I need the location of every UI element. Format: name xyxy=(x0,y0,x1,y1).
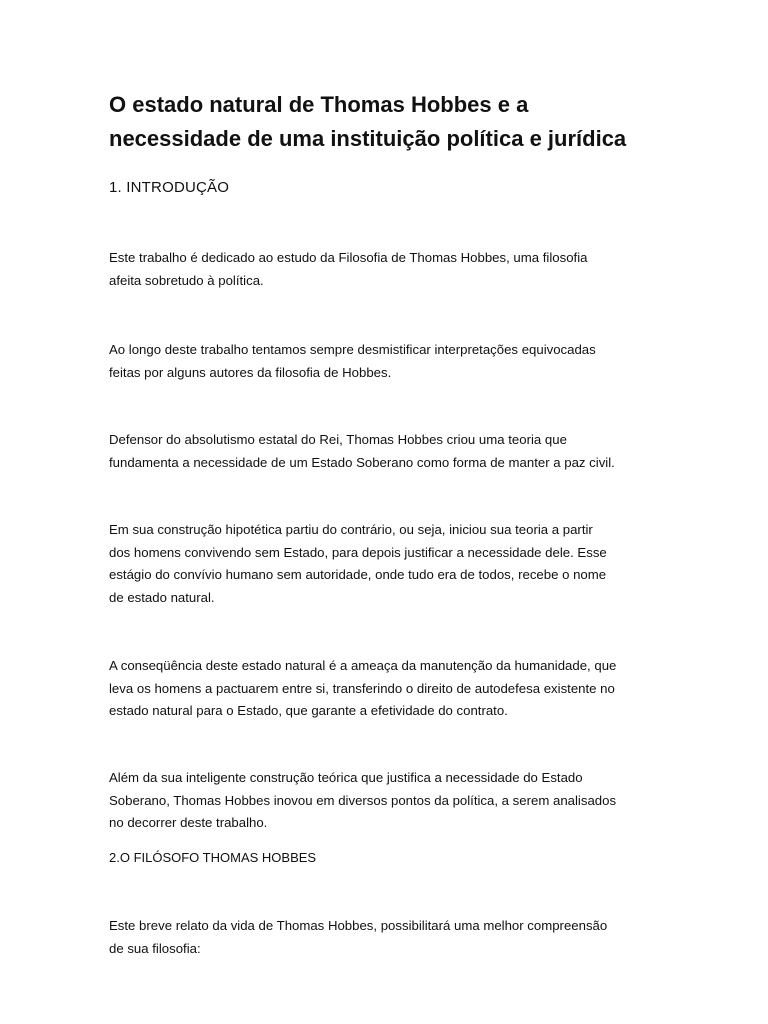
paragraph-line: dos homens convivendo sem Estado, para depois justificar a necessidade dele. Esse xyxy=(109,544,607,560)
paragraph xyxy=(109,247,669,292)
paragraph xyxy=(109,655,669,723)
paragraph-line: Soberano, Thomas Hobbes inovou em diversos pontos da política, a serem analisados xyxy=(109,792,617,808)
paragraph-line: Este breve relato da vida de Thomas Hobbes, possibilitará uma melhor compreensão xyxy=(109,918,608,933)
paragraph-line: Ao longo deste trabalho tentamos sempre desmistificar interpretações equivocadas xyxy=(109,342,596,357)
paragraph-line: A conseqüência deste estado natural é a ameaça da manutenção da humanidade, que xyxy=(109,658,617,673)
paragraph-line: estágio do convívio humano sem autoridade, onde tudo era de todos, recebe o nome xyxy=(109,567,607,582)
paragraph-line: de estado natural. xyxy=(109,589,215,605)
paragraph-line: estado natural para o Estado, que garante a efetividade do contrato. xyxy=(109,703,508,718)
paragraph-line: Em sua construção hipotética partiu do contrário, ou seja, iniciou sua teoria a partir xyxy=(109,522,593,537)
document-title xyxy=(109,88,669,156)
paragraph-line: leva os homens a pactuarem entre si, transferindo o direito de autodefesa existente no xyxy=(109,680,615,696)
document-title-line: O estado natural de Thomas Hobbes e a xyxy=(109,92,529,117)
paragraph-line: Defensor do absolutismo estatal do Rei, Thomas Hobbes criou uma teoria que xyxy=(109,432,567,447)
paragraph-line: de sua filosofia: xyxy=(109,940,201,956)
paragraph xyxy=(109,767,669,835)
paragraph xyxy=(109,915,669,960)
paragraph-line: afeita sobretudo à política. xyxy=(109,272,264,288)
paragraph-line: Além da sua inteligente construção teórica que justifica a necessidade do Estado xyxy=(109,770,583,785)
paragraph-line: feitas por alguns autores da filosofia de Hobbes. xyxy=(109,364,392,380)
paragraph xyxy=(109,519,669,609)
paragraph-line: Este trabalho é dedicado ao estudo da Filosofia de Thomas Hobbes, uma filosofia xyxy=(109,250,588,265)
paragraph-line: no decorrer deste trabalho. xyxy=(109,815,268,830)
paragraph-line: fundamenta a necessidade de um Estado Soberano como forma de manter a paz civil. xyxy=(109,454,615,470)
section-heading-filosofo: 2.O FILÓSOFO THOMAS HOBBES xyxy=(109,850,317,865)
section-heading-introducao: 1. INTRODUÇÃO xyxy=(109,179,230,196)
document-title-line: necessidade de uma instituição política e jurídica xyxy=(109,126,627,151)
paragraph xyxy=(109,339,669,384)
paragraph xyxy=(109,429,669,474)
